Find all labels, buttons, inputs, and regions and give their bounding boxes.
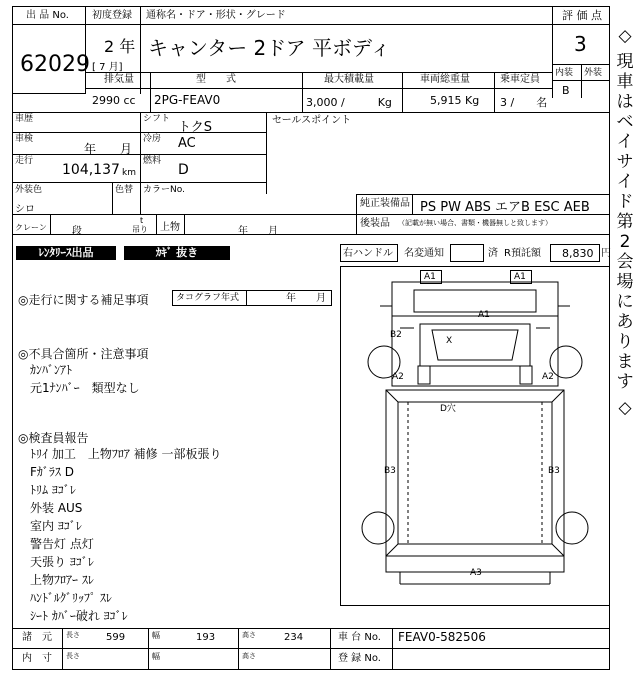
- side-notice-char: す: [616, 372, 634, 392]
- inspector-line: 外装 AUS: [30, 501, 83, 515]
- side-notice-char: 現: [616, 52, 634, 72]
- inspection-date: 年 月: [84, 142, 133, 156]
- length-label: 長さ: [66, 631, 80, 639]
- tachograph-date: 年 月: [286, 293, 326, 304]
- side-notice-char: 場: [616, 272, 634, 292]
- side-notice-diamond-bottom: ◇: [618, 398, 632, 418]
- side-notice-char: 第: [616, 212, 634, 232]
- damage-mark-a3: A3: [470, 568, 482, 578]
- damage-mark-x: X: [446, 336, 453, 346]
- sales-point-label: セールスポイント: [272, 115, 352, 126]
- width-label: 幅: [152, 631, 160, 640]
- damage-mark-a1-left: A1: [424, 272, 436, 282]
- yen-label: 円: [601, 248, 611, 259]
- dims-label: 諸 元: [22, 632, 52, 643]
- options-label: 純正装備品: [360, 198, 410, 209]
- damage-mark-a1-hood: A1: [478, 310, 490, 320]
- height-label: 高さ: [242, 631, 256, 639]
- vehicle-name-label: 通称名・ドア・形状・グレード: [146, 10, 286, 21]
- defect-line: ｶﾝﾊﾞﾝｱﾄ: [30, 363, 73, 377]
- defects-heading: ◎不具合箇所・注意事項: [18, 347, 149, 361]
- chassis-label: 車 台 No.: [338, 632, 381, 643]
- aftermarket-label: 後装品: [360, 218, 390, 229]
- registration-label: 登 録 No.: [338, 653, 381, 664]
- gross-weight: 5,915 Kg: [430, 94, 480, 107]
- crane-hanging: 吊り: [132, 225, 148, 234]
- rental-badge: ﾚﾝﾀﾘｰｽ出品: [16, 246, 116, 260]
- upper-date: 年 月: [238, 226, 278, 237]
- model-label: 型 式: [196, 74, 236, 85]
- width: 193: [196, 632, 216, 643]
- crane-stage: 段: [72, 226, 82, 237]
- overall-grade: 3: [574, 32, 587, 56]
- lot-number: 62029: [20, 52, 90, 77]
- tax-paid-label: 済: [488, 248, 498, 259]
- side-notice-char: あ: [616, 312, 634, 332]
- damage-mark-a1-right: A1: [514, 272, 526, 282]
- length: 599: [106, 632, 126, 643]
- inspector-line: 室内 ﾖｺﾞﾚ: [30, 519, 82, 533]
- model-code: 2PG-FEAV0: [154, 93, 221, 107]
- side-notice-char: イ: [616, 172, 634, 192]
- inner-height-label: 高さ: [242, 652, 256, 660]
- grade-label: 評 価 点: [562, 9, 602, 22]
- interior-grade-label: 内装: [555, 68, 574, 78]
- displacement: 2990 cc: [92, 94, 136, 107]
- side-notice-char: サ: [616, 152, 634, 172]
- exterior-color: シロ: [15, 204, 35, 215]
- ac: AC: [178, 136, 196, 151]
- color-change-label: 色替: [115, 185, 134, 195]
- side-notice-char: 会: [616, 252, 634, 272]
- crane-label: クレーン: [15, 223, 47, 232]
- upper-label: 上物: [160, 222, 180, 233]
- mileage: 104,137: [62, 162, 120, 178]
- inner-width-label: 幅: [152, 652, 160, 661]
- gross-weight-label: 車両総重量: [420, 74, 470, 85]
- max-load-label: 最大積載量: [324, 74, 374, 85]
- tachograph-label: タコグラフ年式: [176, 293, 240, 303]
- side-notice-char: ド: [616, 192, 634, 212]
- defect-line: 元1ﾅﾝﾊﾞｰ 類型なし: [30, 381, 140, 395]
- recycle-label: R預託額: [504, 248, 541, 259]
- damage-mark-d-hole: D穴: [440, 404, 456, 414]
- name-change-label: 名変通知: [404, 248, 444, 259]
- truck-diagram: [340, 266, 610, 606]
- chassis-number: FEAV0-582506: [398, 630, 486, 644]
- side-notice-char: 車: [616, 72, 634, 92]
- inspector-line: 天張り ﾖｺﾞﾚ: [30, 555, 94, 569]
- inspector-line: ﾄﾘｲ 加工 上物ﾌﾛｱ 補修 一部板張り: [30, 447, 222, 461]
- driving-heading: ◎走行に関する補足事項: [18, 293, 149, 307]
- interior-grade: B: [562, 84, 570, 97]
- lot-label: 出 品 No.: [26, 10, 69, 21]
- recycle-amount: 8,830: [562, 247, 594, 260]
- damage-mark-b2: B2: [390, 330, 402, 340]
- inspector-line: 警告灯 点灯: [30, 537, 94, 551]
- displacement-label: 排気量: [104, 74, 134, 85]
- ac-label: 冷房: [143, 134, 162, 144]
- side-notice: [614, 26, 636, 418]
- inner-dims-label: 内 寸: [22, 653, 52, 664]
- inspector-heading: ◎検査員報告: [18, 431, 89, 445]
- vehicle-name: キャンター 2ドア 平ボディ: [148, 36, 391, 60]
- damage-mark-b3-left: B3: [384, 466, 396, 476]
- damage-mark-a2-left: A2: [392, 372, 404, 382]
- side-notice-diamond-top: ◇: [618, 26, 632, 46]
- key-badge: ｶｷﾞ 抜き: [124, 246, 230, 260]
- side-notice-char: イ: [616, 132, 634, 152]
- history-label: 車歴: [15, 114, 34, 124]
- right-hand-label: 右ハンドル: [343, 248, 393, 259]
- capacity-label: 乗車定員: [500, 74, 540, 85]
- color-code-label: カラーNo.: [143, 185, 185, 195]
- inner-length-label: 長さ: [66, 652, 80, 660]
- inspector-line: Fｶﾞﾗｽ D: [30, 465, 74, 479]
- side-notice-char: り: [616, 332, 634, 352]
- capacity: 3 / 名: [500, 96, 548, 109]
- inspector-line: ﾊﾝﾄﾞﾙｸﾞﾘｯﾌﾟ ｽﾚ: [30, 591, 112, 605]
- damage-mark-b3-right: B3: [548, 466, 560, 476]
- inspector-line: ｼｰﾄ ｶﾊﾞｰ破れ ﾖｺﾞﾚ: [30, 609, 128, 623]
- height: 234: [284, 632, 304, 643]
- side-notice-char: ま: [616, 352, 634, 372]
- mileage-label: 走行: [15, 156, 34, 166]
- first-reg-month: [ 7 月]: [92, 62, 123, 73]
- max-load: 3,000 / Kg: [306, 96, 392, 109]
- crane-ton: t: [140, 216, 144, 225]
- side-notice-char: 2: [619, 232, 631, 252]
- inspector-line: ﾄﾘﾑ ﾖｺﾞﾚ: [30, 483, 76, 497]
- damage-mark-a2-right: A2: [542, 372, 554, 382]
- mileage-unit: km: [122, 168, 136, 178]
- fuel: D: [178, 162, 189, 178]
- first-reg-year: 2 年: [104, 37, 136, 56]
- side-notice-char: に: [616, 292, 634, 312]
- inspection-label: 車検: [15, 134, 34, 144]
- exterior-color-label: 外装色: [15, 185, 43, 195]
- exterior-grade-label: 外装: [584, 68, 603, 78]
- shift-label: シフト: [143, 114, 171, 124]
- inspector-line: 上物ﾌﾛｱｰ ｽﾚ: [30, 573, 94, 587]
- side-notice-char: ベ: [616, 112, 634, 132]
- fuel-label: 燃料: [143, 156, 162, 166]
- shift: トクS: [178, 120, 212, 135]
- first-reg-label: 初度登録: [92, 10, 132, 21]
- aftermarket-note: （記載が無い場合、書類・機器無しと致します）: [398, 219, 552, 227]
- options: PS PW ABS エアB ESC AEB: [420, 200, 590, 215]
- side-notice-char: は: [616, 92, 634, 112]
